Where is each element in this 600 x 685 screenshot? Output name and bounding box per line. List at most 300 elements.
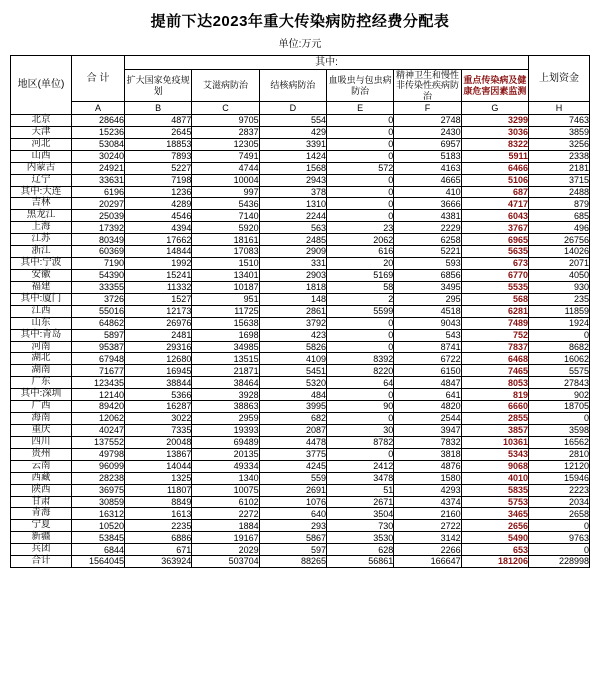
cell-value-b: 20048 bbox=[125, 436, 192, 448]
cell-region: 浙江 bbox=[11, 246, 72, 258]
cell-value-a: 36975 bbox=[72, 484, 125, 496]
cell-region: 新疆 bbox=[11, 532, 72, 544]
cell-value-h: 11859 bbox=[529, 305, 590, 317]
table-row bbox=[11, 401, 590, 413]
cell-value-g: 6466 bbox=[461, 162, 528, 174]
cell-value-g: 8053 bbox=[461, 377, 528, 389]
cell-value-f: 2266 bbox=[394, 544, 461, 556]
cell-value-b: 18853 bbox=[125, 138, 192, 150]
cell-value-g: 3767 bbox=[461, 222, 528, 234]
table-row bbox=[11, 544, 590, 556]
cell-value-b: 1236 bbox=[125, 186, 192, 198]
cell-value-g: 5343 bbox=[461, 448, 528, 460]
cell-value-h: 0 bbox=[529, 544, 590, 556]
cell-value-a: 54390 bbox=[72, 270, 125, 282]
cell-value-b: 671 bbox=[125, 544, 192, 556]
cell-value-f: 4381 bbox=[394, 210, 461, 222]
cell-value-g: 6281 bbox=[461, 305, 528, 317]
cell-value-a: 95387 bbox=[72, 341, 125, 353]
cell-value-f: 5221 bbox=[394, 246, 461, 258]
cell-value-g: 3465 bbox=[461, 508, 528, 520]
cell-value-d: 640 bbox=[259, 508, 326, 520]
cell-value-e: 23 bbox=[326, 222, 393, 234]
cell-value-b: 7198 bbox=[125, 174, 192, 186]
cell-value-c: 5920 bbox=[192, 222, 259, 234]
cell-value-d: 597 bbox=[259, 544, 326, 556]
cell-value-d: 148 bbox=[259, 293, 326, 305]
cell-value-a: 53845 bbox=[72, 532, 125, 544]
cell-value-h: 902 bbox=[529, 389, 590, 401]
cell-value-f: 593 bbox=[394, 258, 461, 270]
cell-value-h: 3256 bbox=[529, 138, 590, 150]
cell-value-h: 3598 bbox=[529, 425, 590, 437]
cell-value-g: 6965 bbox=[461, 234, 528, 246]
cell-value-g: 5835 bbox=[461, 484, 528, 496]
cell-value-c: 11725 bbox=[192, 305, 259, 317]
cell-value-a: 17392 bbox=[72, 222, 125, 234]
cell-region: 福建 bbox=[11, 281, 72, 293]
table-row bbox=[11, 365, 590, 377]
cell-value-a: 28238 bbox=[72, 472, 125, 484]
cell-value-c: 7491 bbox=[192, 150, 259, 162]
header-uploaded-funds: 上划资金 bbox=[529, 56, 590, 102]
cell-region: 黑龙江 bbox=[11, 210, 72, 222]
cell-value-g: 6660 bbox=[461, 401, 528, 413]
cell-value-a: 10520 bbox=[72, 520, 125, 532]
cell-value-d: 2691 bbox=[259, 484, 326, 496]
cell-region: 内蒙古 bbox=[11, 162, 72, 174]
cell-value-g: 752 bbox=[461, 329, 528, 341]
cell-value-e: 3478 bbox=[326, 472, 393, 484]
cell-value-h: 2223 bbox=[529, 484, 590, 496]
cell-value-f: 6150 bbox=[394, 365, 461, 377]
header-letter-a: A bbox=[72, 102, 125, 115]
cell-value-a: 123435 bbox=[72, 377, 125, 389]
table-row bbox=[11, 425, 590, 437]
cell-value-b: 4877 bbox=[125, 115, 192, 127]
cell-region: 吉林 bbox=[11, 198, 72, 210]
cell-value-a: 5897 bbox=[72, 329, 125, 341]
table-row bbox=[11, 234, 590, 246]
cell-value-h: 0 bbox=[529, 520, 590, 532]
cell-value-h: 2181 bbox=[529, 162, 590, 174]
cell-value-d: 484 bbox=[259, 389, 326, 401]
cell-value-c: 10004 bbox=[192, 174, 259, 186]
cell-value-d: 4478 bbox=[259, 436, 326, 448]
cell-value-d: 3775 bbox=[259, 448, 326, 460]
cell-value-g: 5535 bbox=[461, 281, 528, 293]
cell-region: 上海 bbox=[11, 222, 72, 234]
table-row bbox=[11, 174, 590, 186]
cell-value-f: 4518 bbox=[394, 305, 461, 317]
cell-value-f: 543 bbox=[394, 329, 461, 341]
cell-value-g: 7837 bbox=[461, 341, 528, 353]
cell-value-b: 14844 bbox=[125, 246, 192, 258]
cell-value-c: 503704 bbox=[192, 556, 259, 568]
header-col-c: 艾滋病防治 bbox=[192, 70, 259, 102]
table-row bbox=[11, 413, 590, 425]
table-row bbox=[11, 484, 590, 496]
cell-region: 其中:大连 bbox=[11, 186, 72, 198]
cell-value-b: 8849 bbox=[125, 496, 192, 508]
cell-value-e: 0 bbox=[326, 126, 393, 138]
cell-value-h: 16562 bbox=[529, 436, 590, 448]
cell-region: 其中:宁波 bbox=[11, 258, 72, 270]
cell-value-b: 16287 bbox=[125, 401, 192, 413]
cell-value-d: 3995 bbox=[259, 401, 326, 413]
allocation-table bbox=[10, 55, 590, 568]
cell-value-h: 496 bbox=[529, 222, 590, 234]
cell-value-f: 3666 bbox=[394, 198, 461, 210]
cell-value-f: 4163 bbox=[394, 162, 461, 174]
cell-value-f: 2229 bbox=[394, 222, 461, 234]
cell-region: 其中:深圳 bbox=[11, 389, 72, 401]
cell-value-d: 559 bbox=[259, 472, 326, 484]
cell-value-d: 1568 bbox=[259, 162, 326, 174]
cell-value-e: 3504 bbox=[326, 508, 393, 520]
cell-value-e: 20 bbox=[326, 258, 393, 270]
cell-value-f: 4876 bbox=[394, 460, 461, 472]
cell-value-d: 3391 bbox=[259, 138, 326, 150]
table-row bbox=[11, 162, 590, 174]
cell-value-b: 4394 bbox=[125, 222, 192, 234]
cell-value-e: 64 bbox=[326, 377, 393, 389]
table-row bbox=[11, 353, 590, 365]
cell-region: 江苏 bbox=[11, 234, 72, 246]
cell-value-h: 26756 bbox=[529, 234, 590, 246]
cell-region: 北京 bbox=[11, 115, 72, 127]
table-row bbox=[11, 520, 590, 532]
cell-value-a: 16312 bbox=[72, 508, 125, 520]
cell-value-f: 2160 bbox=[394, 508, 461, 520]
header-row-top bbox=[11, 56, 590, 70]
cell-region: 湖北 bbox=[11, 353, 72, 365]
table-row bbox=[11, 305, 590, 317]
cell-value-g: 6770 bbox=[461, 270, 528, 282]
cell-value-e: 0 bbox=[326, 389, 393, 401]
header-qizhong: 其中: bbox=[125, 56, 529, 70]
cell-value-f: 4665 bbox=[394, 174, 461, 186]
cell-value-c: 3928 bbox=[192, 389, 259, 401]
cell-value-a: 6844 bbox=[72, 544, 125, 556]
cell-value-e: 0 bbox=[326, 341, 393, 353]
cell-value-h: 8682 bbox=[529, 341, 590, 353]
cell-value-f: 2722 bbox=[394, 520, 461, 532]
cell-value-f: 6957 bbox=[394, 138, 461, 150]
table-row bbox=[11, 126, 590, 138]
cell-value-g: 3036 bbox=[461, 126, 528, 138]
cell-value-c: 19393 bbox=[192, 425, 259, 437]
cell-value-a: 40247 bbox=[72, 425, 125, 437]
cell-value-g: 5635 bbox=[461, 246, 528, 258]
header-letter-e: E bbox=[326, 102, 393, 115]
cell-value-c: 5436 bbox=[192, 198, 259, 210]
cell-value-c: 6102 bbox=[192, 496, 259, 508]
cell-value-a: 30859 bbox=[72, 496, 125, 508]
cell-value-e: 8392 bbox=[326, 353, 393, 365]
cell-value-f: 8741 bbox=[394, 341, 461, 353]
cell-value-d: 378 bbox=[259, 186, 326, 198]
cell-value-a: 55016 bbox=[72, 305, 125, 317]
cell-region: 其中:青岛 bbox=[11, 329, 72, 341]
cell-value-f: 641 bbox=[394, 389, 461, 401]
cell-region: 云南 bbox=[11, 460, 72, 472]
cell-value-f: 3818 bbox=[394, 448, 461, 460]
table-row bbox=[11, 377, 590, 389]
cell-value-a: 33631 bbox=[72, 174, 125, 186]
cell-value-g: 8322 bbox=[461, 138, 528, 150]
cell-value-f: 5183 bbox=[394, 150, 461, 162]
cell-value-d: 2909 bbox=[259, 246, 326, 258]
cell-value-e: 2412 bbox=[326, 460, 393, 472]
header-col-b: 扩大国家免疫规划 bbox=[125, 70, 192, 102]
cell-value-g: 819 bbox=[461, 389, 528, 401]
cell-value-g: 5911 bbox=[461, 150, 528, 162]
cell-region: 江西 bbox=[11, 305, 72, 317]
cell-value-a: 7190 bbox=[72, 258, 125, 270]
cell-value-c: 2837 bbox=[192, 126, 259, 138]
cell-value-g: 6043 bbox=[461, 210, 528, 222]
header-letter-c: C bbox=[192, 102, 259, 115]
cell-value-c: 10075 bbox=[192, 484, 259, 496]
header-letter-d: D bbox=[259, 102, 326, 115]
cell-value-b: 7335 bbox=[125, 425, 192, 437]
cell-region: 四川 bbox=[11, 436, 72, 448]
cell-value-d: 5867 bbox=[259, 532, 326, 544]
cell-value-a: 30240 bbox=[72, 150, 125, 162]
header-col-d: 结核病防治 bbox=[259, 70, 326, 102]
table-row bbox=[11, 270, 590, 282]
cell-value-h: 9763 bbox=[529, 532, 590, 544]
cell-value-c: 13401 bbox=[192, 270, 259, 282]
cell-region: 广西 bbox=[11, 401, 72, 413]
cell-value-g: 5490 bbox=[461, 532, 528, 544]
table-row bbox=[11, 341, 590, 353]
cell-value-b: 1527 bbox=[125, 293, 192, 305]
cell-region: 山西 bbox=[11, 150, 72, 162]
cell-value-b: 4546 bbox=[125, 210, 192, 222]
table-row bbox=[11, 150, 590, 162]
cell-region: 其中:厦门 bbox=[11, 293, 72, 305]
table-body bbox=[11, 115, 590, 568]
cell-value-g: 3299 bbox=[461, 115, 528, 127]
cell-region: 天津 bbox=[11, 126, 72, 138]
table-head bbox=[11, 56, 590, 115]
cell-value-d: 1076 bbox=[259, 496, 326, 508]
cell-value-g: 568 bbox=[461, 293, 528, 305]
cell-value-h: 2338 bbox=[529, 150, 590, 162]
cell-value-f: 4820 bbox=[394, 401, 461, 413]
cell-value-e: 730 bbox=[326, 520, 393, 532]
cell-value-d: 554 bbox=[259, 115, 326, 127]
cell-value-d: 2903 bbox=[259, 270, 326, 282]
cell-value-g: 2656 bbox=[461, 520, 528, 532]
cell-region: 甘肃 bbox=[11, 496, 72, 508]
cell-value-e: 3530 bbox=[326, 532, 393, 544]
cell-value-b: 6886 bbox=[125, 532, 192, 544]
cell-value-e: 0 bbox=[326, 150, 393, 162]
cell-value-b: 16945 bbox=[125, 365, 192, 377]
cell-value-e: 0 bbox=[326, 115, 393, 127]
cell-value-c: 21871 bbox=[192, 365, 259, 377]
cell-value-e: 0 bbox=[326, 413, 393, 425]
cell-value-h: 879 bbox=[529, 198, 590, 210]
cell-value-e: 5169 bbox=[326, 270, 393, 282]
table-row bbox=[11, 389, 590, 401]
cell-value-c: 10187 bbox=[192, 281, 259, 293]
cell-value-a: 64862 bbox=[72, 317, 125, 329]
page-title: 提前下达2023年重大传染病防控经费分配表 bbox=[150, 13, 450, 30]
cell-value-g: 10361 bbox=[461, 436, 528, 448]
cell-value-e: 616 bbox=[326, 246, 393, 258]
cell-value-d: 5451 bbox=[259, 365, 326, 377]
cell-region: 安徽 bbox=[11, 270, 72, 282]
cell-value-g: 9068 bbox=[461, 460, 528, 472]
cell-value-e: 2062 bbox=[326, 234, 393, 246]
cell-value-a: 60369 bbox=[72, 246, 125, 258]
cell-value-e: 8220 bbox=[326, 365, 393, 377]
cell-value-a: 96099 bbox=[72, 460, 125, 472]
cell-value-e: 0 bbox=[326, 329, 393, 341]
header-region: 地区(单位) bbox=[11, 56, 72, 115]
cell-value-b: 1325 bbox=[125, 472, 192, 484]
table-row bbox=[11, 115, 590, 127]
cell-value-a: 137552 bbox=[72, 436, 125, 448]
cell-value-h: 2034 bbox=[529, 496, 590, 508]
cell-value-c: 49334 bbox=[192, 460, 259, 472]
cell-value-e: 0 bbox=[326, 317, 393, 329]
table-row bbox=[11, 198, 590, 210]
cell-value-h: 3715 bbox=[529, 174, 590, 186]
header-letter-h: H bbox=[529, 102, 590, 115]
cell-region: 河北 bbox=[11, 138, 72, 150]
cell-region: 宁夏 bbox=[11, 520, 72, 532]
cell-region: 陕西 bbox=[11, 484, 72, 496]
cell-value-h: 2071 bbox=[529, 258, 590, 270]
cell-value-g: 653 bbox=[461, 544, 528, 556]
cell-region: 山东 bbox=[11, 317, 72, 329]
cell-value-g: 5753 bbox=[461, 496, 528, 508]
table-row bbox=[11, 317, 590, 329]
cell-value-g: 5106 bbox=[461, 174, 528, 186]
cell-value-b: 13867 bbox=[125, 448, 192, 460]
table-row bbox=[11, 281, 590, 293]
cell-value-c: 12305 bbox=[192, 138, 259, 150]
cell-region: 青海 bbox=[11, 508, 72, 520]
cell-value-e: 90 bbox=[326, 401, 393, 413]
cell-value-f: 410 bbox=[394, 186, 461, 198]
cell-value-c: 15638 bbox=[192, 317, 259, 329]
cell-value-b: 5366 bbox=[125, 389, 192, 401]
cell-value-c: 2959 bbox=[192, 413, 259, 425]
table-row bbox=[11, 496, 590, 508]
header-col-f: 精神卫生和慢性非传染性疾病防治 bbox=[394, 70, 461, 102]
table-row bbox=[11, 329, 590, 341]
cell-value-d: 1818 bbox=[259, 281, 326, 293]
cell-value-h: 930 bbox=[529, 281, 590, 293]
cell-value-c: 1698 bbox=[192, 329, 259, 341]
table-row bbox=[11, 448, 590, 460]
cell-value-b: 1613 bbox=[125, 508, 192, 520]
cell-value-c: 13515 bbox=[192, 353, 259, 365]
cell-value-g: 181206 bbox=[461, 556, 528, 568]
cell-value-f: 166647 bbox=[394, 556, 461, 568]
cell-value-a: 20297 bbox=[72, 198, 125, 210]
cell-value-c: 1884 bbox=[192, 520, 259, 532]
cell-value-c: 20135 bbox=[192, 448, 259, 460]
table-row bbox=[11, 460, 590, 472]
cell-region: 湖南 bbox=[11, 365, 72, 377]
cell-value-f: 6856 bbox=[394, 270, 461, 282]
header-letter-b: B bbox=[125, 102, 192, 115]
cell-value-a: 33355 bbox=[72, 281, 125, 293]
cell-value-c: 38863 bbox=[192, 401, 259, 413]
cell-value-d: 423 bbox=[259, 329, 326, 341]
cell-value-b: 5227 bbox=[125, 162, 192, 174]
cell-value-h: 0 bbox=[529, 329, 590, 341]
cell-value-d: 331 bbox=[259, 258, 326, 270]
cell-value-h: 4050 bbox=[529, 270, 590, 282]
cell-value-c: 1340 bbox=[192, 472, 259, 484]
cell-value-e: 628 bbox=[326, 544, 393, 556]
table-row bbox=[11, 138, 590, 150]
cell-value-c: 69489 bbox=[192, 436, 259, 448]
cell-value-d: 4245 bbox=[259, 460, 326, 472]
unit-label: 单位:万元 bbox=[278, 39, 322, 50]
cell-value-g: 7465 bbox=[461, 365, 528, 377]
cell-value-b: 2645 bbox=[125, 126, 192, 138]
cell-value-a: 89420 bbox=[72, 401, 125, 413]
cell-value-a: 25039 bbox=[72, 210, 125, 222]
cell-value-d: 2244 bbox=[259, 210, 326, 222]
cell-value-c: 2272 bbox=[192, 508, 259, 520]
cell-value-h: 228998 bbox=[529, 556, 590, 568]
header-letter-g: G bbox=[461, 102, 528, 115]
cell-value-c: 18161 bbox=[192, 234, 259, 246]
cell-value-e: 0 bbox=[326, 138, 393, 150]
cell-value-a: 24921 bbox=[72, 162, 125, 174]
cell-value-e: 2 bbox=[326, 293, 393, 305]
cell-value-g: 4010 bbox=[461, 472, 528, 484]
cell-value-a: 1564045 bbox=[72, 556, 125, 568]
table-row bbox=[11, 210, 590, 222]
header-col-e: 血吸虫与包虫病防治 bbox=[326, 70, 393, 102]
cell-value-b: 38844 bbox=[125, 377, 192, 389]
cell-value-h: 27843 bbox=[529, 377, 590, 389]
cell-value-e: 572 bbox=[326, 162, 393, 174]
cell-value-d: 2943 bbox=[259, 174, 326, 186]
cell-value-a: 53084 bbox=[72, 138, 125, 150]
table-row bbox=[11, 222, 590, 234]
header-letter-f: F bbox=[394, 102, 461, 115]
cell-value-a: 28646 bbox=[72, 115, 125, 127]
cell-value-h: 18705 bbox=[529, 401, 590, 413]
cell-region: 辽宁 bbox=[11, 174, 72, 186]
cell-value-e: 0 bbox=[326, 198, 393, 210]
cell-value-b: 2235 bbox=[125, 520, 192, 532]
cell-value-d: 5320 bbox=[259, 377, 326, 389]
cell-value-f: 6722 bbox=[394, 353, 461, 365]
cell-value-b: 4289 bbox=[125, 198, 192, 210]
cell-value-g: 673 bbox=[461, 258, 528, 270]
cell-value-h: 12120 bbox=[529, 460, 590, 472]
cell-value-e: 8782 bbox=[326, 436, 393, 448]
cell-value-d: 682 bbox=[259, 413, 326, 425]
cell-value-b: 7893 bbox=[125, 150, 192, 162]
cell-value-h: 14026 bbox=[529, 246, 590, 258]
cell-value-f: 7832 bbox=[394, 436, 461, 448]
cell-value-c: 34985 bbox=[192, 341, 259, 353]
